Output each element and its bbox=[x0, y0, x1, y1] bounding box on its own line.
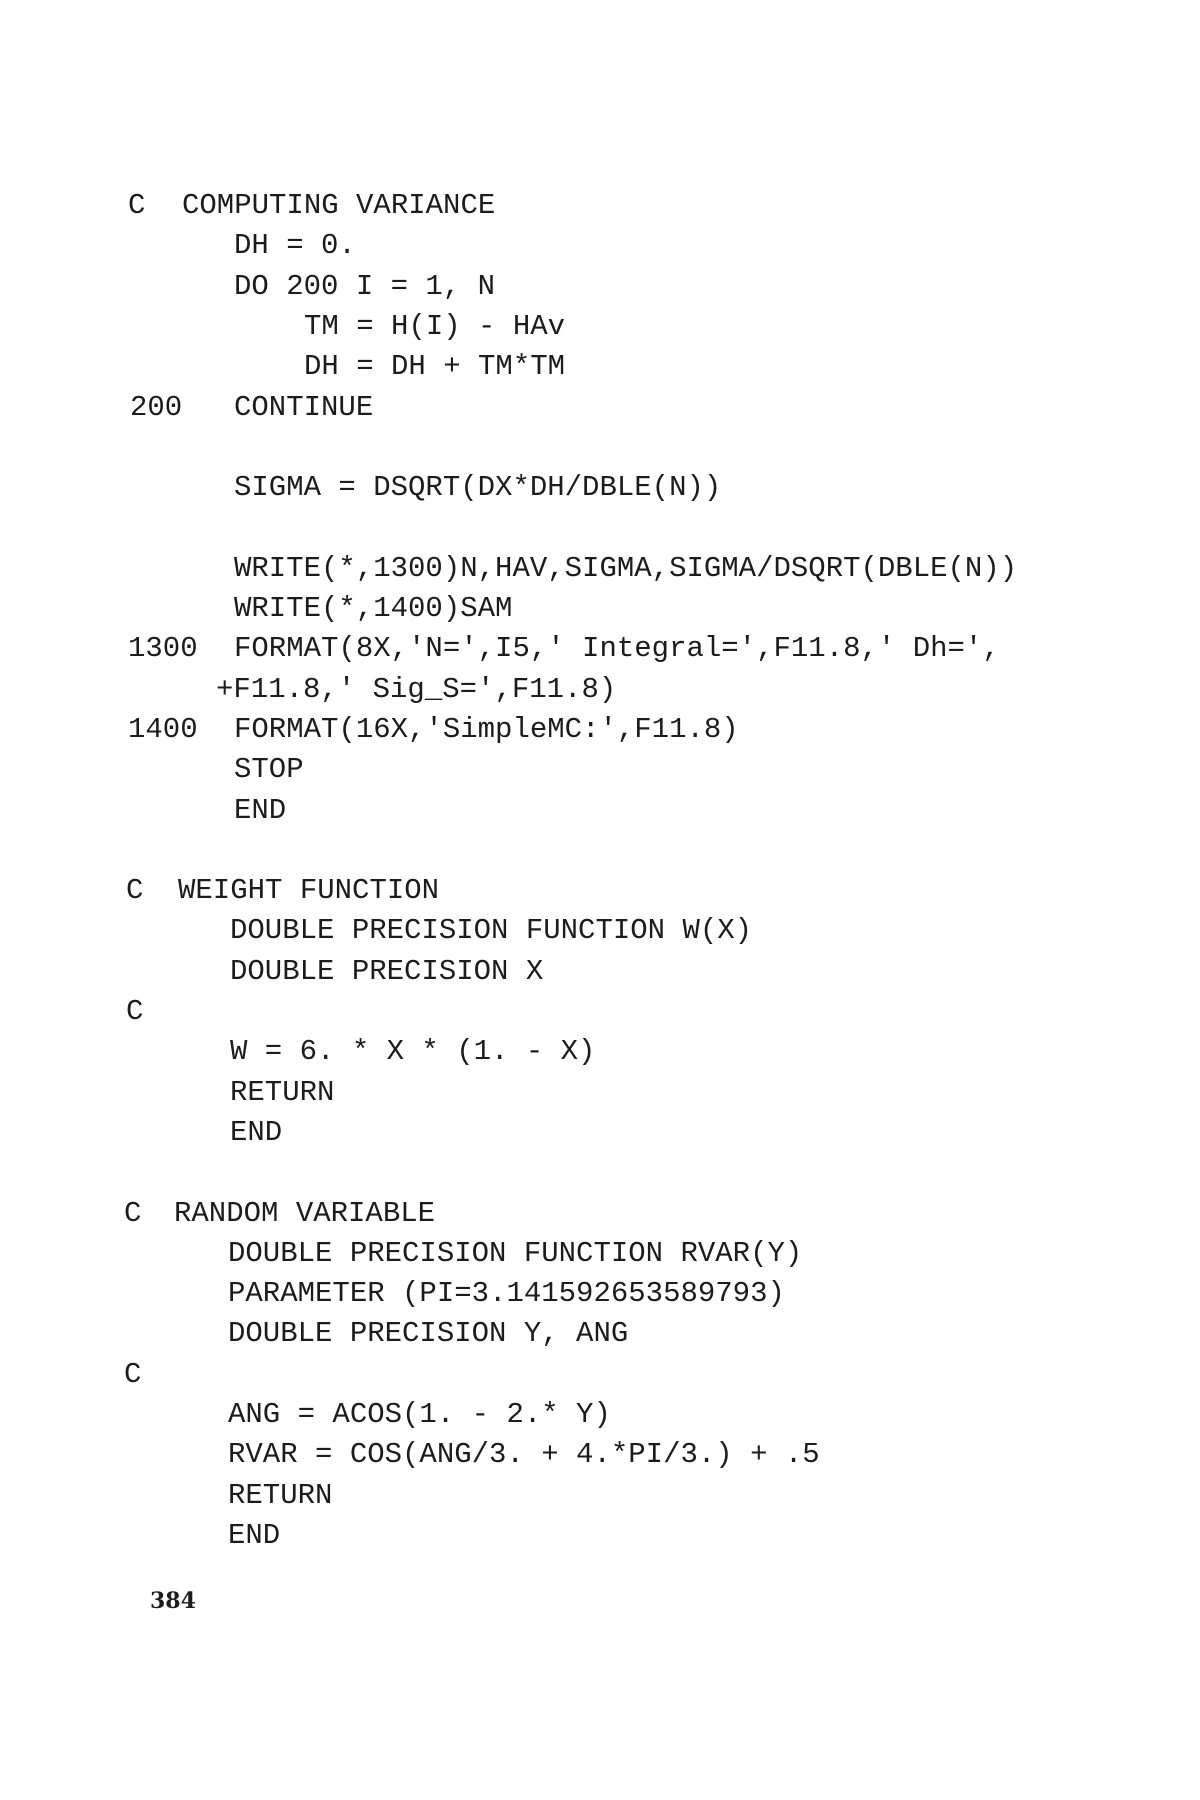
statement-text: STOP bbox=[234, 753, 304, 786]
code-line bbox=[0, 1516, 1200, 1556]
statement-text: DH = 0. bbox=[234, 229, 356, 262]
statement-text: END bbox=[234, 794, 287, 827]
code-line bbox=[0, 871, 1200, 911]
statement-text: WRITE(*,1400)SAM bbox=[234, 592, 513, 625]
code-line bbox=[0, 226, 1200, 266]
code-line bbox=[0, 307, 1200, 347]
code-line bbox=[0, 670, 1200, 710]
statement-text: RETURN bbox=[230, 1076, 335, 1109]
code-line bbox=[0, 1274, 1200, 1314]
statement-text: RETURN bbox=[228, 1479, 333, 1512]
code-line bbox=[0, 629, 1200, 669]
statement-text: W = 6. * X * (1. - X) bbox=[230, 1035, 596, 1068]
statement-text: FORMAT(8X,'N=',I5,' Integral=',F11.8,' Dh=', bbox=[234, 632, 1000, 665]
statement-text: TM = H(I) - HAv bbox=[304, 310, 566, 343]
statement-label: C bbox=[126, 995, 144, 1028]
statement-text: DO 200 I = 1, N bbox=[234, 270, 496, 303]
code-line bbox=[0, 186, 1200, 226]
code-line bbox=[0, 831, 1200, 871]
statement-text: +F11.8,' Sig_S=',F11.8) bbox=[216, 673, 617, 706]
statement-label: C bbox=[124, 1197, 142, 1230]
code-line bbox=[0, 750, 1200, 790]
statement-text: END bbox=[228, 1519, 281, 1552]
page-number: 384 bbox=[150, 1588, 196, 1614]
code-line bbox=[0, 1073, 1200, 1113]
statement-text: COMPUTING VARIANCE bbox=[182, 189, 496, 222]
statement-text: WEIGHT FUNCTION bbox=[178, 874, 440, 907]
code-line bbox=[0, 1153, 1200, 1193]
statement-label: 1400 bbox=[128, 713, 198, 746]
statement-label: C bbox=[128, 189, 146, 222]
code-line bbox=[0, 992, 1200, 1032]
code-line bbox=[0, 1355, 1200, 1395]
statement-text: DOUBLE PRECISION FUNCTION RVAR(Y) bbox=[228, 1237, 803, 1270]
statement-text: SIGMA = DSQRT(DX*DH/DBLE(N)) bbox=[234, 471, 722, 504]
statement-label: 200 bbox=[130, 391, 183, 424]
code-line bbox=[0, 1476, 1200, 1516]
statement-label: C bbox=[126, 874, 144, 907]
statement-text: RANDOM VARIABLE bbox=[174, 1197, 436, 1230]
statement-label: 1300 bbox=[128, 632, 198, 665]
code-line bbox=[0, 347, 1200, 387]
code-line bbox=[0, 952, 1200, 992]
statement-text: FORMAT(16X,'SimpleMC:',F11.8) bbox=[234, 713, 739, 746]
statement-text: END bbox=[230, 1116, 283, 1149]
statement-text: PARAMETER (PI=3.141592653589793) bbox=[228, 1277, 785, 1310]
code-line bbox=[0, 549, 1200, 589]
code-line bbox=[0, 1194, 1200, 1234]
code-line bbox=[0, 1234, 1200, 1274]
code-line bbox=[0, 1032, 1200, 1072]
statement-label: C bbox=[124, 1358, 142, 1391]
code-line bbox=[0, 1435, 1200, 1475]
statement-text: WRITE(*,1300)N,HAV,SIGMA,SIGMA/DSQRT(DBLE(N)) bbox=[234, 552, 1018, 585]
statement-text: RVAR = COS(ANG/3. + 4.*PI/3.) + .5 bbox=[228, 1438, 820, 1471]
statement-text: DOUBLE PRECISION X bbox=[230, 955, 544, 988]
statement-text: ANG = ACOS(1. - 2.* Y) bbox=[228, 1398, 611, 1431]
statement-text: CONTINUE bbox=[234, 391, 374, 424]
code-line bbox=[0, 388, 1200, 428]
code-line bbox=[0, 508, 1200, 548]
code-line bbox=[0, 911, 1200, 951]
code-line bbox=[0, 267, 1200, 307]
code-line bbox=[0, 1113, 1200, 1153]
statement-text: DOUBLE PRECISION FUNCTION W(X) bbox=[230, 914, 753, 947]
code-line bbox=[0, 710, 1200, 750]
code-line bbox=[0, 791, 1200, 831]
statement-text: DH = DH + TM*TM bbox=[304, 350, 566, 383]
code-line bbox=[0, 589, 1200, 629]
code-line bbox=[0, 428, 1200, 468]
code-line bbox=[0, 1395, 1200, 1435]
code-line bbox=[0, 1314, 1200, 1354]
statement-text: DOUBLE PRECISION Y, ANG bbox=[228, 1317, 629, 1350]
code-line bbox=[0, 468, 1200, 508]
